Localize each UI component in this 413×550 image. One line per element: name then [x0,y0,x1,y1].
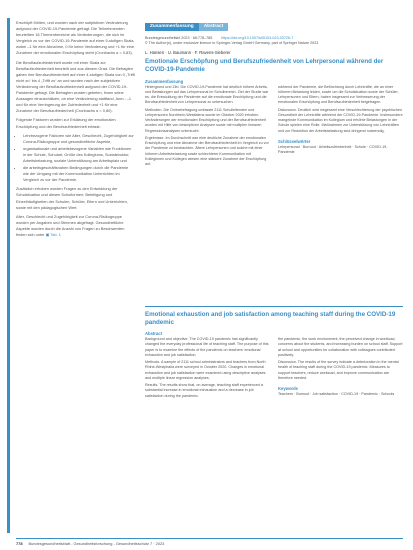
table-link[interactable]: Tab. 1 [50,232,61,237]
abs-paragraph: Methods. A sample of 2111 school administrators and teachers from North Rhine-Westphalia were surveyed in October 2020. Changes in emotional exhaustion and job satisfaction were examined using descriptive analyses and multiple linear regression analyses. [145,360,266,380]
abs-paragraph: Background and objective. The COVID-19 pandemic has significantly changed the everyday professional life of teaching staff. The purpose of this paper is to examine the effects of the pandemic on teachers' emotional exhaustion and job satisfaction. [145,337,269,357]
copyright: © The Author(s), under exclusive licence to Springer-Verlag GmbH Germany, part of Springer Nature 2023 [145,41,319,46]
factor-list [16,133,135,184]
keywords-heading: Schlüsselwörter [278,138,311,144]
abstract-body [145,337,403,401]
journal-name: Bundesgesundheitsblatt - Gesundheitsforschung - Gesundheitsschutz 7 · 2023 [28,541,165,546]
authors: L. Hansen · U. Baumann · F. Ravens-Sieberer [145,50,231,56]
section-divider [145,306,403,307]
citation: Bundesgesundheitsbl 2023 · 66:778–785 [145,36,213,40]
en-keywords: Teachers · Burnout · Job satisfaction · COVID-19 · Pandemic · Schools [278,392,395,397]
sidebar-accent-bar [7,18,10,533]
zus-column-left [145,85,270,170]
page-number: 778 [16,541,23,546]
zusammenfassung-heading: Zusammenfassung [145,78,184,84]
left-paragraph: Folgende Faktoren wurden zur Erklärung der emotionalen Erschöpfung und der Berufszufriedenheit erfasst: [16,117,116,129]
factor-list-item: • organisationale und arbeitsbezogene Variablen wie Funktionen in der Schule, Schulart, Größe des Kollegiums, Sozialstruktur, Arbeitsbelastung, soziale Unterstützung am Arbeitsplatz und [23,146,135,164]
tab-zusammenfassung[interactable]: Zusammenfassung [145,23,199,31]
abs-paragraph: the pandemic, the work environment, the perceived change in workload, concerns about the students, and increasing burden on school staff. Support at school and opportunities for collaboration with colleagues contributed positively. [278,337,403,357]
zus-paragraph: während der Pandemie, die Befürchtung durch Lehrkräfte, die an einer höheren Belastung leiden, sowie um die Schulsituation sowie der Schüler, Lehrpersonen und Eltern, haben insgesamt zur Verbesserung der emotionalen Erschöpfung und Berufszufriedenheit beigetragen. [278,84,399,105]
zus-paragraph: Hintergrund und Ziel. Die COVID-19-Pandemie hat deutlich höhere Arbeits- und Belastungen auf das Lehrpersonal im Schulbereich. Ziel der Studie war es, die Entwicklung der Pandemie auf die emotionale Erschöpfung und die Berufszufriedenheit von Lehrpersonal zu untersuchen. [145,84,269,105]
tab-abstract[interactable]: Abstract [199,23,228,31]
abs-paragraph: Results. The results show that, on average, teaching staff experienced a substantial increase in emotional exhaustion and a decrease in job satisfaction during the pandemic. [145,383,263,398]
article-title-en: Emotional exhaustion and job satisfaction among teaching staff during the COVID-19 pandemic [145,311,396,326]
summary-tab-bar [145,23,403,31]
doi-link[interactable]: https://doi.org/10.1007/s00103-023-03726-7 [221,36,294,40]
left-column-text [16,20,135,241]
abstract-heading: Abstract [145,331,162,337]
keywords: Lehrpersonal · Burnout · Arbeitszufriedenheit · Schule · COVID-19-Pandemie [278,144,388,155]
left-paragraph [16,214,135,238]
zus-paragraph: Ergebnisse. Im Durchschnitt war eine deutliche Zunahme der emotionalen Erschöpfung und eine Abnahme der Berufszufriedenheit im Vergleich zu vor der Pandemie zu beobachten. Ältere Lehrpersonen und solche mit einer höheren Arbeitsbelastung sowie schlechterer Kommunikation mit Kolleginnen und Kollegen wiesen eine stärkere Zunahme der Erschöpfung auf. [145,135,269,167]
left-paragraph: Die Beruflaufzufriedenheit wurde mit einer Skala zur Beruflaufzufriedenheit beurteilt und aus diesem Grad. Die Befragten gaben ihre Berufszufriedenheit auf einer 4-stufigen Skala von 0 „Trifft nicht zu“ bis 4 „Trifft zu“ an und wurden nach der subjektiven Veränderung der Beruflaufzufriedenheit aufgrund der COVID-19-Pandemie gefragt. Die Befragten wurden gebeten, ihnen seine Aussagen einzuschätzen, ob eine Veränderung stattfand, Anm.: –1 und für eine Verringerung der Zufriedenheit und +1 für eine Zunahme der Berufszufriedenheit (Cronbachs α = 0,80). [16,59,135,114]
english-abstract-block [145,302,403,401]
article-title-de: Emotionale Erschöpfung und Berufszufriedenheit von Lehrpersonal während der COVID-19-Pandemie [145,58,384,73]
abs-column-right [278,337,403,401]
left-paragraph-text: Alter, Geschlecht und Zugehörigkeit zur Corona-Risikogruppe wurden per Angaben und Stimmen abgefragt. Gesundheitliche Aspekte wurden durch die Anzahl von Fragen zu Beschwerden finden sich unter [16,213,125,237]
footer-rule [16,538,403,539]
zus-column-right [278,85,403,170]
abstract-panel [145,36,403,169]
zus-paragraph: Methoden. Die Onlinebefragung umfasste 2111 Schulleitenden und Lehrpersonen Nordrhein-Westfalens wurde im Oktober 2020 erhoben. Veränderungen der emotionalen Erschöpfung und der Berufszufriedenheit wurden mit Hilfe von deskriptiven Analysen sowie mit multiplen linearen Regressionsanalysen untersucht. [145,107,266,133]
en-keywords-heading: Keywords [278,386,299,392]
left-paragraph: Zusätzlich erhoben wurden Fragen zu den Entwicklung der Schulsituation und diesen Schulformen: Beteiligung und Einzelhäufigkeiten der Schulen, Schüler, Eltern und Unterrichten, sowie mit den pädagogischen Wert. [16,186,128,210]
abs-paragraph: Discussion. The results of the survey indicate a deterioration in the mental health of teaching staff during the COVID-19 pandemic. Measures to support teachers, reduce workload, and improve communication are therefore needed. [278,360,399,380]
page-footer [16,541,403,546]
zus-paragraph: Diskussion. Deutlich wird insgesamt eine Verschlechterung der psychischen Gesundheit der Lehrkräfte während der COVID-19-Pandemie. Insbesondere mangelnde Kommunikation im Kollegium und erhöhte Belastungen in der Schule spielen eine Rolle. Maßnahmen zur Unterstützung von Lehrkräften und zur Reduktion der Arbeitsbelastung sind dringend notwendig. [278,107,403,133]
zusammenfassung-body [145,85,403,170]
factor-list-item: • die arbeitsgeschäftsnahen Bedingungen durch die Pandemie wie der Umgang mit der Kommunikation Unterrichten im Vergleich zu vor der Pandemie. [23,165,135,183]
figure-link-icon: ▣ [45,232,50,237]
factor-list-item: • Lehrbezogene Faktoren wie Alter, Geschlecht, Zugehörigkeit zur Corona-Risikogruppe und gesundheitliche Aspekte, [23,133,135,145]
left-paragraph: Erschöpft fühlten, und wurden nach der subjektiven Veränderung aufgrund der COVID-19-Pandemie gefragt. Die Teilnehmenden beurteilten 18 Themenbereiche als Veränderungen, die sich im Vergleich zu vor der COVID-19-Pandemie auf einer 5-stufigen Skala, wobei –1 für eine Abnahme, 0 für keine Veränderung und +1 für eine Zunahme der emotionalen Erschöpfung steht (Cronbachs α = 0,83). [16,20,135,56]
abs-column-left [145,337,270,401]
